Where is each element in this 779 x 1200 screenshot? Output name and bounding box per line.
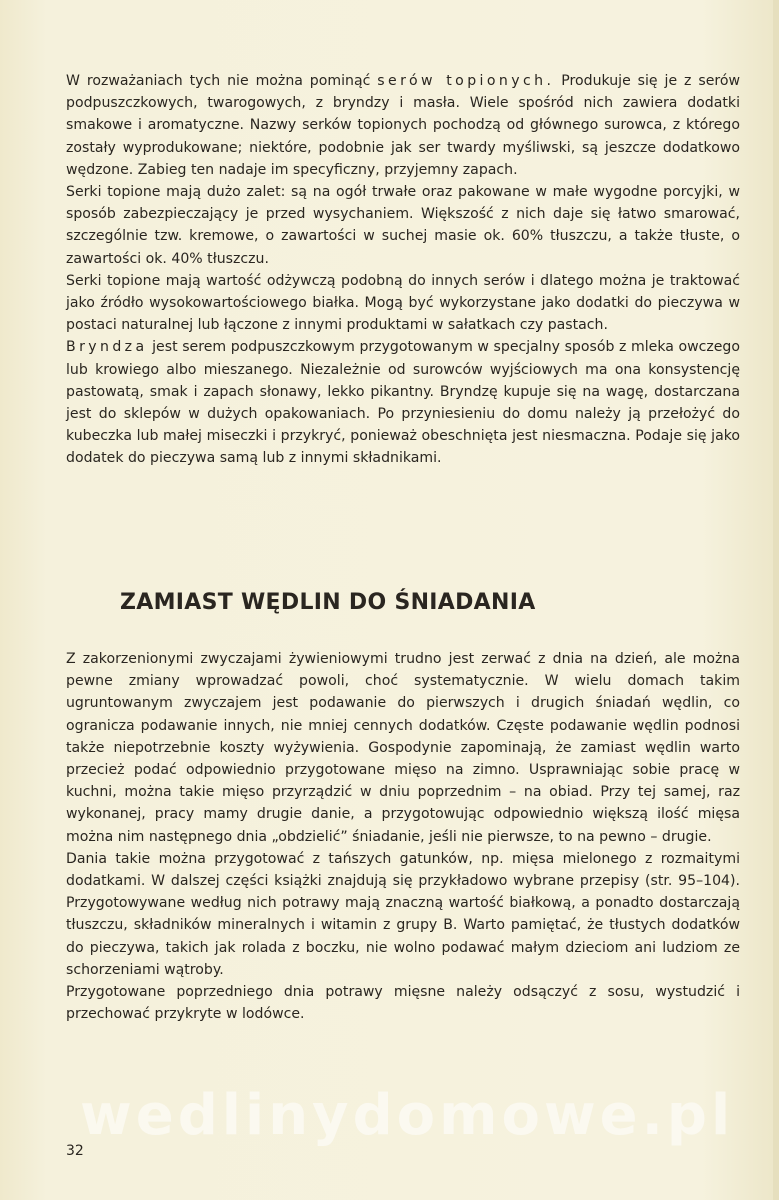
top-text-block [66,70,740,470]
paragraph-cheaper-cuts: Dania takie można przygotować z tańszych gatunków, np. mięsa mielonego z rozmaitymi dodatkami. W dalszej części książki znajdują się przykładowo wybrane przepisy (str. 95–104). Przygotowywane według nich potrawy mają znaczną wartość białkową, a ponadto dostarczają tłuszczu, składników mineralnych i witamin z grupy B. Warto pamiętać, że tłustych dodatków do pieczywa, takich jak rolada z boczku, nie wolno podawać małym dzieciom ani ludziom ze schorzeniami wątroby. [66,850,740,978]
paragraph-storage: Przygotowane poprzedniego dnia potrawy mięsne należy odsączyć z sosu, wystudzić i przechować przykryte w lodówce. [66,984,740,1023]
paragraph-nutrition: Serki topione mają wartość odżywczą podobną do innych serów i dlatego można je traktować jako źródło wysokowartościowego białka. Mogą być wykorzystane jako dodatki do pieczywa w postaci naturalnej lub łączone z innymi produktami w sałatkach czy pastach. [66,272,740,334]
spaced-term: serów topionych. [377,73,555,89]
paragraph-habits: Z zakorzenionymi zwyczajami żywieniowymi trudno jest zerwać z dnia na dzień, ale można pewne zmiany wprowadzać powoli, choć systematycznie. W wielu domach takim ugruntowanym zwyczajem jest podawanie do pierwszych i drugich śniadań wędlin, co ogranicza podawanie innych, nie mniej cennych dodatków. Częste podawanie wędlin podnosi także niepotrzebnie koszty wyżywienia. Gospodynie zapominają, że zamiast wędlin warto przecież podać odpowiednio przygotowane mięso na zimno. Usprawniając sobie pracę w kuchni, można takie mięso przyrządzić w dniu poprzednim – na obiad. Przy tej samej, raz wykonanej, pracy mamy drugie danie, a przygotowując odpowiednio większą ilość mięsa można nim następnego dnia „obdzielić” śniadanie, jeśli nie pierwsze, to na pewno – drugie. [66,651,740,845]
spaced-term: Bryndza [66,339,148,356]
paragraph-processed-cheese: W rozważaniach tych nie można pominąć serów topionych. Produkuje się je z serów podpuszczkowych, twarogowych, z bryndzy i masła. Wiele spośród nich zawiera dodatki smakowe i aromatyczne. Nazwy serków topionych pochodzą od głównego surowca, z którego zostały wyprodukowane; niektóre, podobnie jak ser twardy myśliwski, są jeszcze dodatkowo wędzone. Zabieg ten nadaje im specyficzny, przyjemny zapach. [66,73,741,178]
paragraph-advantages: Serki topione mają dużo zalet: są na ogół trwałe oraz pakowane w małe wygodne porcyjki, w sposób zabezpieczający je przed wysychaniem. Większość z nich daje się łatwo smarować, szczególnie tzw. kremowe, o zawartości w suchej masie ok. 60% tłuszczu, a także tłuste, o zawartości ok. 40% tłuszczu. [66,184,740,267]
bottom-text-block [66,648,740,1025]
paragraph-bryndza: Bryndza jest serem podpuszczkowym przygotowanym w specjalny sposób z mleka owczego lub krowiego albo mieszanego. Niezależnie od surowców wyjściowych ma ona konsystencję pastowatą, smak i zapach słonawy, lekko pikantny. Bryndzę kupuje się na wagę, dostarczana jest do sklepów w dużych opakowaniach. Po przyniesieniu do domu należy ją przełożyć do kubeczka lub małej miseczki i przykryć, ponieważ obeschnięta jest niesmaczna. Podaje się jako dodatek do pieczywa samą lub z innymi składnikami. [66,339,741,467]
page-edge [773,0,779,1200]
page-number: 32 [66,1143,84,1159]
watermark: wedlinydomowe.pl [80,1083,735,1148]
section-heading: ZAMIAST WĘDLIN DO ŚNIADANIA [120,590,536,615]
